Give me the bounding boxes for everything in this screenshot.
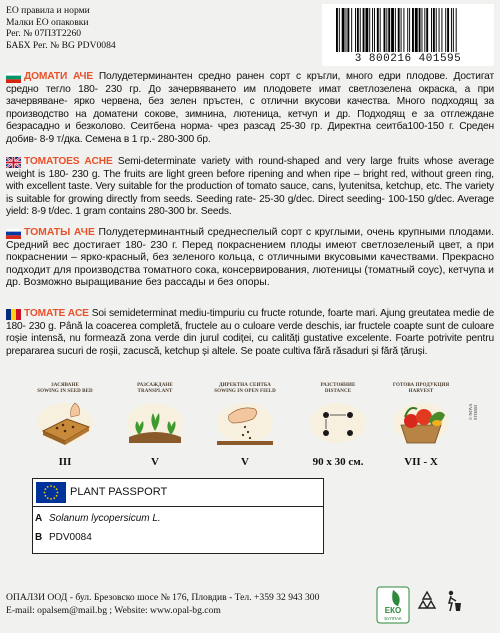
- hand-sowing-icon: [215, 397, 275, 445]
- barcode-bar: [395, 8, 396, 52]
- variety-name: ДОМАТИ АЧЕ: [24, 71, 94, 82]
- barcode-bar: [342, 8, 345, 52]
- barcode-bar: [445, 8, 446, 52]
- step-subtitle: HARVEST: [408, 388, 434, 394]
- meta-line: ЕО правила и норми: [6, 5, 90, 16]
- barcode-bar: [422, 8, 423, 52]
- plant-passport: [32, 478, 324, 554]
- eu-flag-icon: [36, 482, 66, 503]
- passport-key: B: [35, 532, 43, 543]
- passport-key: A: [35, 513, 43, 524]
- description-ro: [6, 308, 494, 358]
- description-bg: [6, 71, 494, 147]
- russia-flag-icon: [6, 228, 21, 239]
- variety-name: TOMATE ACE: [24, 308, 89, 319]
- copyright-note: © NOVA STORM: [468, 403, 478, 420]
- vegetable-basket-icon: [391, 397, 451, 445]
- description-text: Soi semideterminat mediu-timpuriu cu fructe rotunde, foarte mari. Ajung greutatea medie de 180- 230 g. Până la coacerea completă, fructele au o culoare verde deschis, iar fructele coapte sunt de culoare roșie intensă, nu formează zona verde din jurul codiței, cu calități gustative excelente. Foarte potrivite pentru prepararea sucuri de roșii, zacuscă, ketchup și altele. Se poate cultiva fără răsaduri și fără țăruși.: [6, 308, 494, 357]
- meta-line: Малки ЕО опаковки: [6, 16, 89, 28]
- barcode-bar: [374, 8, 375, 52]
- barcode-bar: [426, 8, 428, 52]
- passport-title: PLANT PASSPORT: [70, 486, 168, 498]
- barcode-bar: [386, 8, 387, 52]
- barcode: [322, 4, 494, 66]
- barcode-bar: [369, 8, 370, 52]
- barcode-bar: [372, 8, 373, 52]
- meta-line: Рег. № 07ПЗТ2260: [6, 28, 82, 40]
- step-subtitle: DISTANCE: [324, 388, 352, 394]
- no-litter-icon: [442, 589, 464, 615]
- barcode-bar: [377, 8, 379, 52]
- barcode-bar: [355, 8, 356, 52]
- regulatory-info: [6, 5, 116, 51]
- step-value: V: [151, 456, 159, 469]
- recycle-icon: [416, 590, 438, 612]
- barcode-number: 3 800216 401595: [354, 53, 462, 65]
- barcode-bar: [398, 8, 400, 52]
- step-value: V: [241, 456, 249, 469]
- description-ru: [6, 227, 494, 290]
- footer: [6, 592, 319, 617]
- meta-line: БАБХ Рег. № BG PDV0084: [6, 39, 116, 51]
- barcode-bar: [453, 8, 454, 52]
- barcode-bar: [391, 8, 394, 52]
- step-harvest: [382, 383, 460, 468]
- barcode-bars-icon: [322, 4, 494, 54]
- distance-icon: [308, 397, 368, 445]
- variety-name: TOMATOES ACHE: [24, 156, 113, 167]
- barcode-bar: [419, 8, 421, 52]
- step-value: 90 x 30 см.: [312, 456, 364, 469]
- barcode-bar: [439, 8, 440, 52]
- step-value: III: [58, 456, 72, 469]
- growing-steps: [30, 383, 470, 468]
- barcode-bar: [433, 8, 435, 52]
- barcode-bar: [441, 8, 442, 52]
- barcode-bar: [436, 8, 437, 52]
- barcode-bar: [451, 8, 452, 52]
- step-title: ГОТОВА ПРОДУКЦИЯ: [392, 383, 450, 388]
- passport-row-b: [35, 532, 92, 543]
- barcode-bar: [431, 8, 432, 52]
- barcode-bar: [384, 8, 386, 52]
- barcode-bar: [424, 8, 425, 52]
- step-distance: [298, 383, 378, 468]
- barcode-bar: [347, 8, 349, 52]
- passport-value: Solanum lycopersicum L.: [49, 513, 161, 524]
- barcode-bar: [346, 8, 347, 52]
- company-contact: E-mail: opalsem@mail.bg ; Website: www.opal-bg.com: [6, 604, 221, 616]
- uk-flag-icon: [6, 157, 21, 168]
- passport-row-a: [35, 513, 161, 524]
- step-transplant: [120, 383, 190, 468]
- barcode-bar: [407, 8, 408, 52]
- company-address: ОПАЛЗИ ООД - бул. Брезовско шосе № 176, Пловдив - Тел. +359 32 943 300: [6, 592, 320, 603]
- step-title: РАЗСАЖДАНЕ: [137, 383, 173, 388]
- step-direct-sowing: [210, 383, 280, 468]
- seedlings-icon: [125, 397, 185, 445]
- bulpak-label: БУЛПАК: [384, 616, 402, 621]
- step-subtitle: TRANSPLANT: [137, 388, 173, 394]
- seed-tray-icon: [35, 397, 95, 445]
- bulgaria-flag-icon: [6, 72, 21, 83]
- barcode-bar: [339, 8, 340, 52]
- step-subtitle: SOWING IN SEED BED: [37, 388, 93, 394]
- barcode-bar: [357, 8, 359, 52]
- barcode-bar: [412, 8, 414, 52]
- description-text: Полудетерминантен средно ранен сорт с кръгли, много едри плодове. Достигат средно тегло 180- 230 гр. До зачервяването им плодовете имат светлозелена окраска, а при зачервяване- ярко червена, без зелен пръстен, с отлични вкусови качества. Много подходящ за производство на доматени сокове, зимнина, лютеница, кетчуп и др. Подходящ е за отглеждане безрасадно и безколово. Сеитбена норма- чрез разсад 25-30 гр. Директна сеитба100-150 г. Среден добив- 8-9 т/дка. Семена в 1 гр.- 280-300 бр.: [6, 71, 494, 145]
- barcode-bar: [336, 8, 338, 52]
- barcode-bar: [380, 8, 381, 52]
- barcode-bar: [456, 8, 457, 52]
- description-text: Semi-determinate variety with round-shaped and very large fruits whose average weight is 180- 230 g. The fruits are light green before ripening and when ripe – bright red, without green ring, with excellent taste. Very suitable for the production of tomato sauce, cans, lyutenitsa, ketchup, etc. The variety is suitable for growing directly from seeds. Seeding rate- 25-30 g/dec. Direct seeding- 100-150 g/dec. Average yield: 8-9 t/dec. 1 gram contains 280-300 br. Seeds.: [6, 156, 494, 218]
- step-sowing-seed-bed: [30, 383, 100, 468]
- step-title: РАЗСТОЯНИЕ: [320, 383, 356, 388]
- barcode-bar: [409, 8, 410, 52]
- step-title: ДИРЕКТНА СЕИТБА: [219, 383, 271, 388]
- barcode-bar: [363, 8, 365, 52]
- description-en: [6, 156, 494, 219]
- passport-header: [33, 479, 323, 507]
- barcode-bar: [447, 8, 449, 52]
- eko-bulpak-logo-icon: [376, 586, 410, 624]
- step-subtitle: SOWING IN OPEN FIELD: [214, 388, 276, 394]
- romania-flag-icon: [6, 309, 21, 320]
- step-title: ЗАСЯВАНЕ: [51, 383, 79, 388]
- variety-name: ТОМАТЫ АЧЕ: [24, 227, 95, 238]
- barcode-bar: [388, 8, 390, 52]
- barcode-bar: [401, 8, 402, 52]
- barcode-bar: [415, 8, 418, 52]
- barcode-bar: [351, 8, 352, 52]
- description-text: Полудетерминантный среднеспелый сорт с круглыми, очень крупными плодами. Средний вес достигает 180- 230 г. Перед покраснением плоды имеют светлозеленый цвет, а при покраснении – ярко-красный, без зеленого кольца, с отличными вкусовыми качествами. Прекрасно подходит для производства томатного сока, консервирования, лютеницы (томатный соус), кетчупа и др. Возможно выращивание без рассады и без опоры.: [6, 227, 494, 289]
- barcode-bar: [365, 8, 368, 52]
- step-value: VII - X: [404, 456, 438, 469]
- barcode-bar: [360, 8, 361, 52]
- barcode-bar: [403, 8, 404, 52]
- eko-label: ЕКО: [384, 606, 402, 615]
- passport-value: PDV0084: [49, 532, 92, 543]
